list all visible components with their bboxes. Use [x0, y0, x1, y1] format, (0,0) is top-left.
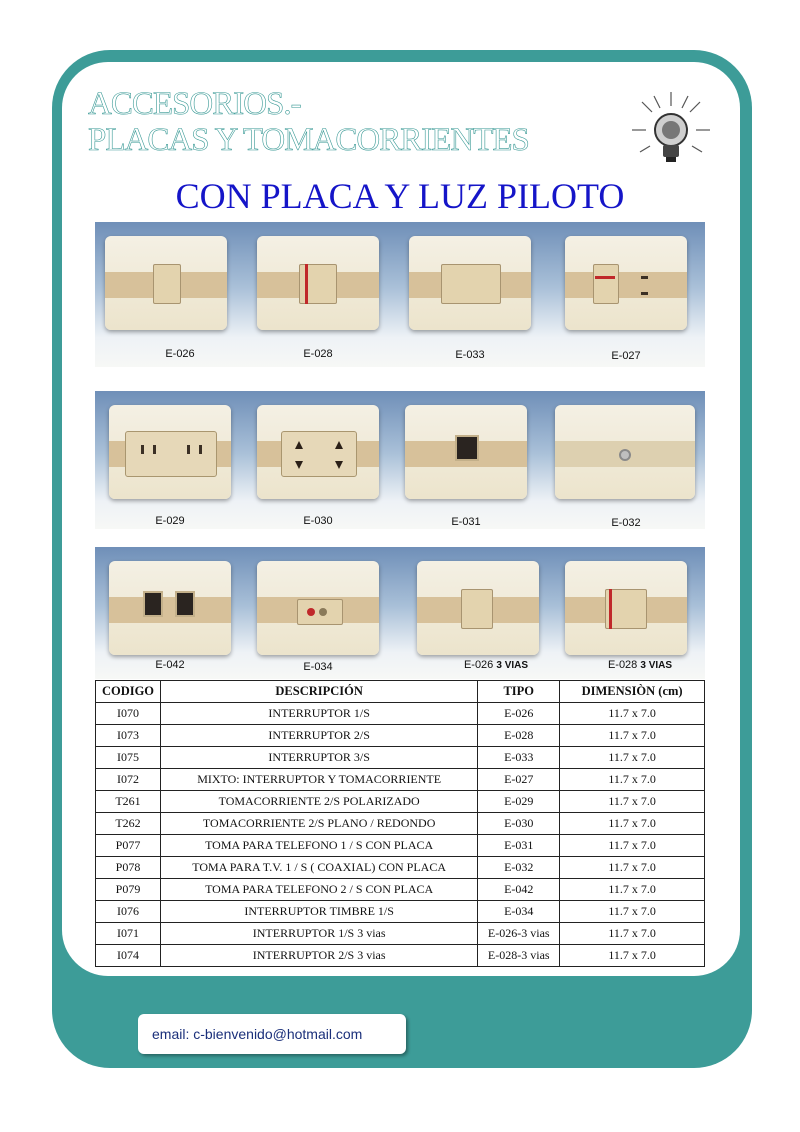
product-table: [95, 680, 705, 967]
cell-dimension: 11.7 x 7.0: [560, 791, 705, 813]
title-line-1: ACCESORIOS.-: [88, 86, 301, 122]
table-row: [96, 835, 705, 857]
code-label: E-033: [455, 349, 485, 361]
cell-codigo: T261: [96, 791, 161, 813]
code-label: E-031: [451, 516, 481, 528]
cell-codigo: I070: [96, 703, 161, 725]
cell-descripcion: TOMACORRIENTE 2/S PLANO / REDONDO: [160, 813, 477, 835]
photo-row-3: [95, 547, 705, 679]
cell-tipo: E-042: [478, 879, 560, 901]
cell-descripcion: TOMA PARA TELEFONO 2 / S CON PLACA: [160, 879, 477, 901]
code-label: E-028: [303, 348, 333, 360]
table-row: [96, 747, 705, 769]
cell-codigo: I076: [96, 901, 161, 923]
table-row: [96, 945, 705, 967]
column-header: CODIGO: [96, 681, 161, 703]
cell-dimension: 11.7 x 7.0: [560, 835, 705, 857]
photo-row-2: [95, 391, 705, 529]
cell-dimension: 11.7 x 7.0: [560, 769, 705, 791]
cell-codigo: I073: [96, 725, 161, 747]
cell-codigo: I075: [96, 747, 161, 769]
cell-dimension: 11.7 x 7.0: [560, 725, 705, 747]
headline: CON PLACA Y LUZ PILOTO: [175, 176, 625, 216]
cell-tipo: E-029: [478, 791, 560, 813]
code-label: E-029: [155, 515, 185, 527]
table-row: [96, 901, 705, 923]
cell-tipo: E-028: [478, 725, 560, 747]
cell-dimension: 11.7 x 7.0: [560, 945, 705, 967]
code-label: E-030: [303, 515, 333, 527]
code-label: E-027: [611, 350, 641, 362]
table-row: [96, 879, 705, 901]
cell-descripcion: TOMA PARA TELEFONO 1 / S CON PLACA: [160, 835, 477, 857]
plate-e-026-3vias: [417, 561, 539, 655]
email-box[interactable]: [138, 1014, 406, 1054]
cell-descripcion: INTERRUPTOR 1/S: [160, 703, 477, 725]
plate-e-028-3vias: [565, 561, 687, 655]
cell-tipo: E-030: [478, 813, 560, 835]
code-label: E-034: [303, 661, 333, 673]
photo-row-1: [95, 222, 705, 367]
cell-tipo: E-026-3 vias: [478, 923, 560, 945]
plate-e-026: [105, 236, 227, 330]
cell-descripcion: INTERRUPTOR TIMBRE 1/S: [160, 901, 477, 923]
cell-tipo: E-028-3 vias: [478, 945, 560, 967]
table-row: [96, 813, 705, 835]
cell-dimension: 11.7 x 7.0: [560, 747, 705, 769]
cell-dimension: 11.7 x 7.0: [560, 901, 705, 923]
cell-descripcion: TOMA PARA T.V. 1 / S ( COAXIAL) CON PLACA: [160, 857, 477, 879]
cell-dimension: 11.7 x 7.0: [560, 923, 705, 945]
plate-e-032: [555, 405, 695, 499]
cell-dimension: 11.7 x 7.0: [560, 813, 705, 835]
title-line-2: PLACAS Y TOMACORRIENTES: [88, 122, 529, 158]
cell-descripcion: INTERRUPTOR 2/S 3 vias: [160, 945, 477, 967]
table-header-row: [96, 681, 705, 703]
plate-e-042: [109, 561, 231, 655]
column-header: TIPO: [478, 681, 560, 703]
code-label: E-042: [155, 659, 185, 671]
code-label: E-026 3 VIAS: [463, 659, 529, 671]
table-row: [96, 703, 705, 725]
cell-descripcion: INTERRUPTOR 2/S: [160, 725, 477, 747]
cell-codigo: I074: [96, 945, 161, 967]
cell-dimension: 11.7 x 7.0: [560, 857, 705, 879]
cell-codigo: T262: [96, 813, 161, 835]
code-label: E-026: [165, 348, 195, 360]
cell-descripcion: INTERRUPTOR 1/S 3 vias: [160, 923, 477, 945]
cell-codigo: P077: [96, 835, 161, 857]
cell-descripcion: INTERRUPTOR 3/S: [160, 747, 477, 769]
email-text[interactable]: email: c-bienvenido@hotmail.com: [152, 1026, 363, 1042]
table-row: [96, 725, 705, 747]
cell-codigo: I072: [96, 769, 161, 791]
code-label: E-032: [611, 517, 641, 529]
plate-e-027: [565, 236, 687, 330]
cell-dimension: 11.7 x 7.0: [560, 879, 705, 901]
plate-e-031: [405, 405, 527, 499]
cell-tipo: E-032: [478, 857, 560, 879]
table-row: [96, 769, 705, 791]
lightbulb-icon: [630, 88, 712, 170]
cell-dimension: 11.7 x 7.0: [560, 703, 705, 725]
code-label: E-028 3 VIAS: [607, 659, 673, 671]
plate-e-029: [109, 405, 231, 499]
cell-codigo: P078: [96, 857, 161, 879]
plate-e-028: [257, 236, 379, 330]
cell-tipo: E-031: [478, 835, 560, 857]
cell-codigo: P079: [96, 879, 161, 901]
cell-tipo: E-033: [478, 747, 560, 769]
cell-tipo: E-026: [478, 703, 560, 725]
plate-e-030: [257, 405, 379, 499]
table-row: [96, 923, 705, 945]
table-row: [96, 857, 705, 879]
plate-e-034: [257, 561, 379, 655]
column-header: DIMENSIÒN (cm): [560, 681, 705, 703]
cell-codigo: I071: [96, 923, 161, 945]
table-row: [96, 791, 705, 813]
cell-tipo: E-034: [478, 901, 560, 923]
cell-descripcion: MIXTO: INTERRUPTOR Y TOMACORRIENTE: [160, 769, 477, 791]
plate-e-033: [409, 236, 531, 330]
column-header: DESCRIPCIÓN: [160, 681, 477, 703]
cell-descripcion: TOMACORRIENTE 2/S POLARIZADO: [160, 791, 477, 813]
cell-tipo: E-027: [478, 769, 560, 791]
